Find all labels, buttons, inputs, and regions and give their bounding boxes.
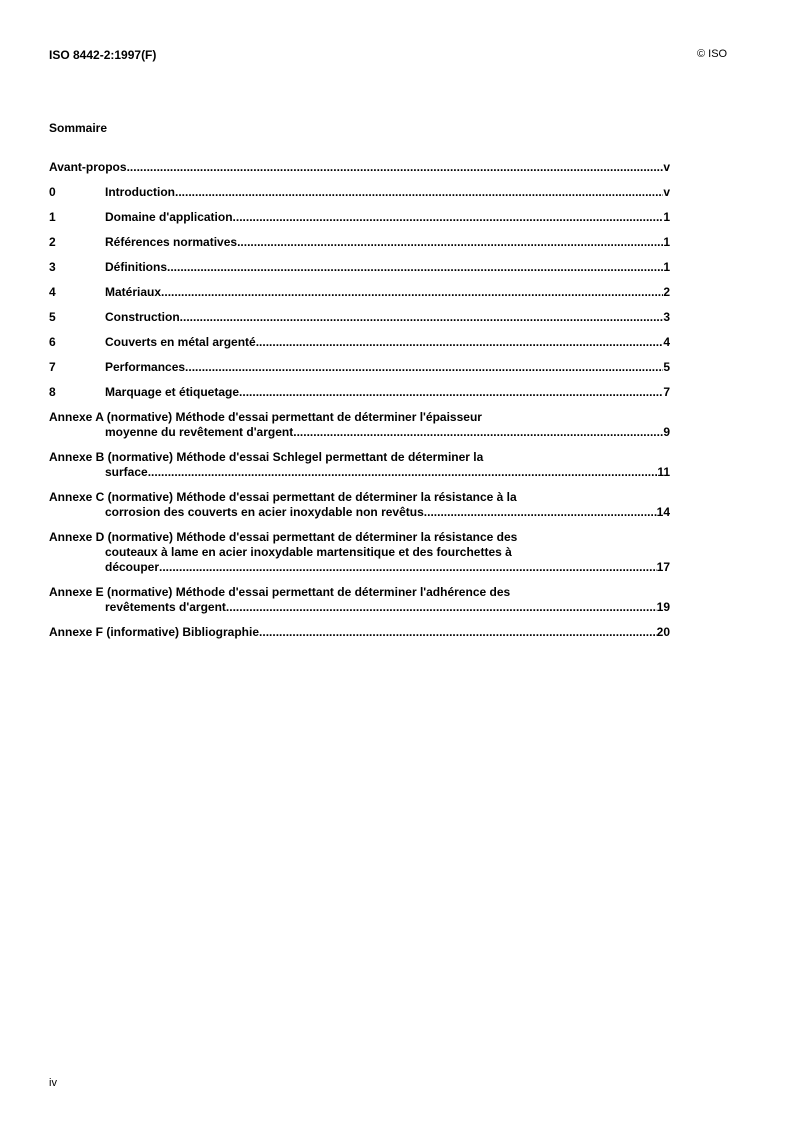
toc-entry-title: Annexe C (normative) Méthode d'essai permettant de déterminer la résistance à la (49, 490, 517, 504)
toc-entry-page: 5 (663, 360, 670, 374)
toc-entry-number: 3 (49, 260, 56, 274)
toc-entry[interactable] (49, 335, 670, 350)
toc-entry-title: Performances (105, 360, 186, 374)
toc-leader-dots (233, 210, 664, 225)
toc-entry-title: Couverts en métal argenté (105, 335, 256, 349)
toc-entry[interactable] (49, 235, 670, 250)
document-id: ISO 8442-2:1997(F) (49, 48, 157, 62)
toc-entry[interactable] (49, 530, 670, 575)
toc-entry-number: 2 (49, 235, 56, 249)
toc-entry-page: 1 (663, 260, 670, 274)
toc-entry[interactable] (49, 210, 670, 225)
toc-leader-dots (293, 425, 663, 440)
toc-leader-dots (237, 235, 663, 250)
toc-leader-dots (185, 360, 663, 375)
toc-entry[interactable] (49, 410, 670, 440)
toc-leader-dots (424, 505, 657, 520)
toc-entry-title: Construction (105, 310, 180, 324)
toc-entry-page: 2 (663, 285, 670, 299)
toc-leader-dots (239, 385, 663, 400)
toc-entry-title: Annexe B (normative) Méthode d'essai Schlegel permettant de déterminer la (49, 450, 484, 464)
toc-entry-number: 5 (49, 310, 56, 324)
toc-entry-title: Annexe F (informative) Bibliographie (49, 625, 260, 639)
copyright-notice: © ISO (697, 48, 728, 60)
toc-entry-page: 9 (663, 425, 670, 439)
toc-entry[interactable] (49, 360, 670, 375)
toc-entry-number: 4 (49, 285, 56, 299)
toc-leader-dots (256, 335, 664, 350)
toc-leader-dots (159, 560, 657, 575)
toc-entry[interactable] (49, 385, 670, 400)
toc-leader-dots (259, 625, 657, 640)
toc-entry-title: Introduction (105, 185, 175, 199)
toc-entry[interactable] (49, 310, 670, 325)
toc-entry[interactable] (49, 450, 670, 480)
toc-entry-number: 8 (49, 385, 56, 399)
toc-entry-title: Définitions (105, 260, 167, 274)
toc-entry-page: 1 (663, 235, 670, 249)
toc-entry[interactable] (49, 160, 670, 175)
page-number: iv (49, 1077, 57, 1089)
toc-entry-title: Avant-propos (49, 160, 127, 174)
toc-leader-dots (161, 285, 663, 300)
toc-entry-page: 20 (656, 625, 670, 639)
toc-leader-dots (180, 310, 664, 325)
toc-entry-page: 19 (656, 600, 670, 614)
toc-entry[interactable] (49, 285, 670, 300)
toc-entry-page: 11 (657, 465, 670, 479)
toc-entry-number: 6 (49, 335, 56, 349)
toc-entry-page: 7 (663, 385, 670, 399)
toc-entry-title: Annexe A (normative) Méthode d'essai permettant de déterminer l'épaisseur (49, 410, 482, 424)
toc-entry-page: v (663, 160, 670, 174)
table-of-contents (49, 160, 670, 640)
toc-entry[interactable] (49, 490, 670, 520)
toc-entry-title: couteaux à lame en acier inoxydable martensitique et des fourchettes à (105, 545, 512, 559)
toc-entry-page: 17 (656, 560, 670, 574)
toc-entry-title: Matériaux (105, 285, 162, 299)
toc-entry-title: Annexe E (normative) Méthode d'essai permettant de déterminer l'adhérence des (49, 585, 511, 599)
toc-entry-title: découper (105, 560, 160, 574)
toc-entry-title: Annexe D (normative) Méthode d'essai permettant de déterminer la résistance des (49, 530, 518, 544)
toc-entry-title: moyenne du revêtement d'argent (105, 425, 294, 439)
toc-leader-dots (175, 185, 663, 200)
toc-entry[interactable] (49, 585, 670, 615)
toc-leader-dots (127, 160, 664, 175)
toc-entry-title: Références normatives (105, 235, 238, 249)
toc-leader-dots (148, 465, 658, 480)
toc-entry-page: v (663, 185, 670, 199)
toc-entry-page: 4 (663, 335, 670, 349)
toc-leader-dots (226, 600, 657, 615)
toc-entry[interactable] (49, 260, 670, 275)
toc-entry-page: 3 (663, 310, 670, 324)
toc-entry-title: corrosion des couverts en acier inoxydable non revêtus (105, 505, 424, 519)
toc-entry-title: surface (105, 465, 148, 479)
toc-entry-page: 1 (663, 210, 670, 224)
toc-entry[interactable] (49, 625, 670, 640)
toc-entry-page: 14 (656, 505, 670, 519)
toc-entry-title: Marquage et étiquetage (105, 385, 240, 399)
toc-heading: Sommaire (49, 121, 108, 135)
toc-entry-number: 7 (49, 360, 56, 374)
toc-entry[interactable] (49, 185, 670, 200)
toc-leader-dots (167, 260, 663, 275)
toc-entry-title: revêtements d'argent (105, 600, 226, 614)
toc-entry-number: 1 (49, 210, 56, 224)
toc-entry-title: Domaine d'application (105, 210, 233, 224)
toc-entry-number: 0 (49, 185, 56, 199)
